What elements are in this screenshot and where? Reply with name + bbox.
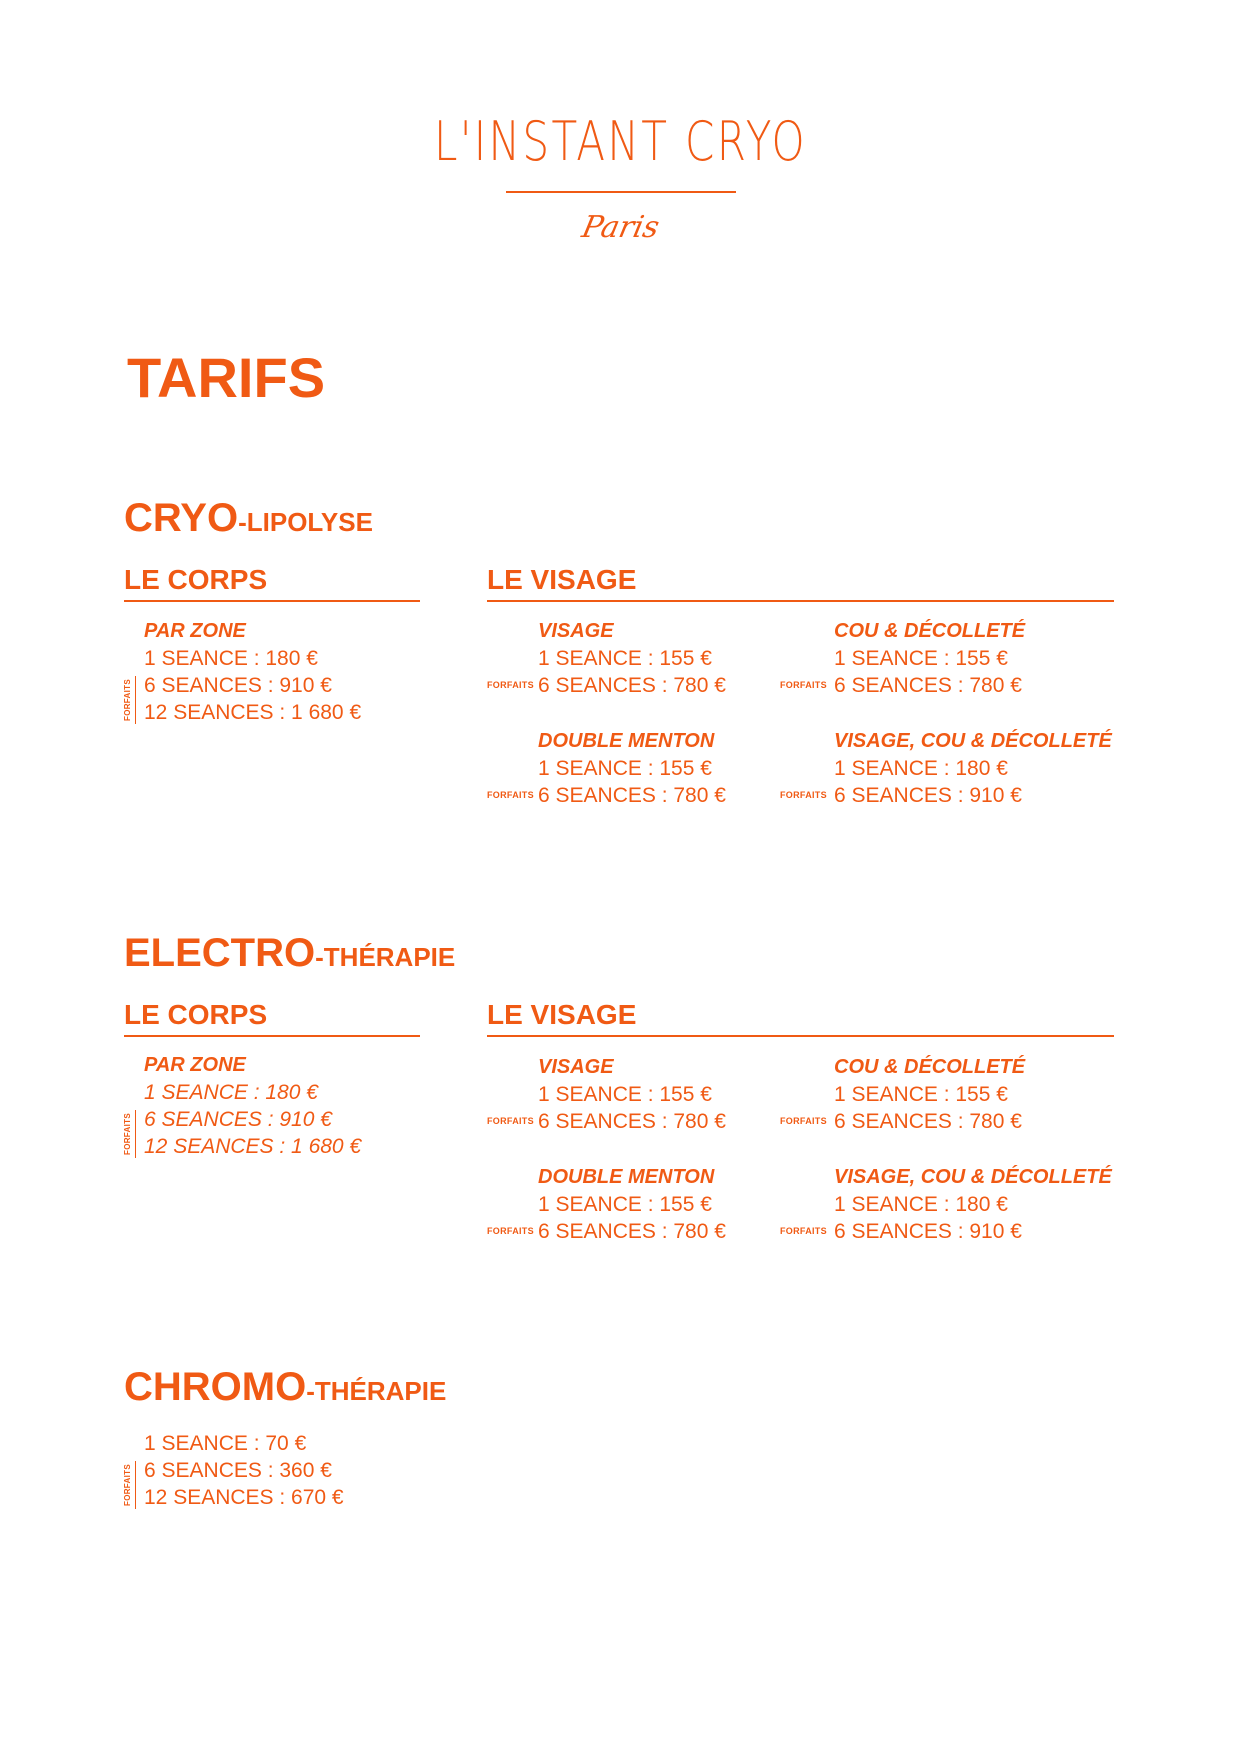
price-line: 6 SEANCES : 780 € <box>834 674 1022 697</box>
forfaits-label: FORFAITS <box>123 1464 132 1506</box>
forfaits-vertical-label <box>123 674 141 726</box>
item-title-visage-cou-decollete: VISAGE, COU & DÉCOLLETÉ <box>834 730 1112 752</box>
section-title-suffix: -THÉRAPIE <box>306 1376 447 1406</box>
item-title-double-menton: DOUBLE MENTON <box>538 1166 715 1188</box>
price-line: 6 SEANCES : 910 € <box>144 674 332 697</box>
price-line: 1 SEANCE : 180 € <box>144 647 318 670</box>
section-title-cryo <box>124 496 373 549</box>
section-title-suffix: -THÉRAPIE <box>315 942 456 972</box>
price-line: 6 SEANCES : 780 € <box>538 674 726 697</box>
forfaits-label: FORFAITS <box>780 790 827 800</box>
item-title-par-zone: PAR ZONE <box>144 1054 246 1076</box>
price-line: 1 SEANCE : 155 € <box>538 1083 712 1106</box>
price-line: 6 SEANCES : 780 € <box>538 1110 726 1133</box>
price-line: 1 SEANCE : 155 € <box>538 757 712 780</box>
forfaits-vertical-label <box>123 1459 141 1511</box>
price-line: 6 SEANCES : 910 € <box>834 784 1022 807</box>
column-title-corps: LE CORPS <box>124 564 268 595</box>
item-title-par-zone: PAR ZONE <box>144 620 246 642</box>
price-line: 6 SEANCES : 910 € <box>834 1220 1022 1243</box>
column-divider <box>487 1035 1114 1037</box>
item-title-visage: VISAGE <box>538 620 614 642</box>
price-line: 6 SEANCES : 780 € <box>538 1220 726 1243</box>
item-title-visage: VISAGE <box>538 1056 614 1078</box>
price-line: 1 SEANCE : 70 € <box>144 1432 307 1455</box>
section-title-chromo <box>124 1365 446 1418</box>
price-line: 6 SEANCES : 910 € <box>144 1108 332 1131</box>
forfaits-bar <box>135 1110 136 1158</box>
price-line: 1 SEANCE : 180 € <box>144 1081 318 1104</box>
section-title-electro <box>124 931 455 984</box>
forfaits-label: FORFAITS <box>780 1116 827 1126</box>
brand-logo-city: Paris <box>578 210 663 245</box>
forfaits-label: FORFAITS <box>123 679 132 721</box>
column-divider <box>124 1035 420 1037</box>
price-line: 12 SEANCES : 670 € <box>144 1486 344 1509</box>
forfaits-label: FORFAITS <box>487 1226 534 1236</box>
price-line: 1 SEANCE : 155 € <box>538 647 712 670</box>
price-line: 1 SEANCE : 155 € <box>538 1193 712 1216</box>
forfaits-label: FORFAITS <box>487 790 534 800</box>
forfaits-label: FORFAITS <box>487 680 534 690</box>
column-title-visage: LE VISAGE <box>487 564 637 595</box>
section-title-main: CRYO <box>124 496 239 540</box>
price-line: 12 SEANCES : 1 680 € <box>144 701 362 724</box>
section-title-main: CHROMO <box>124 1365 307 1409</box>
logo-divider <box>506 191 736 193</box>
forfaits-bar <box>135 676 136 724</box>
price-line: 6 SEANCES : 360 € <box>144 1459 332 1482</box>
price-line: 1 SEANCE : 155 € <box>834 1083 1008 1106</box>
forfaits-vertical-label <box>123 1108 141 1160</box>
price-line: 12 SEANCES : 1 680 € <box>144 1135 362 1158</box>
item-title-cou-decollete: COU & DÉCOLLETÉ <box>834 620 1026 642</box>
price-line: 6 SEANCES : 780 € <box>538 784 726 807</box>
column-title-corps: LE CORPS <box>124 999 268 1030</box>
forfaits-label: FORFAITS <box>780 680 827 690</box>
item-title-visage-cou-decollete: VISAGE, COU & DÉCOLLETÉ <box>834 1166 1112 1188</box>
forfaits-label: FORFAITS <box>487 1116 534 1126</box>
price-line: 1 SEANCE : 180 € <box>834 757 1008 780</box>
column-title-visage: LE VISAGE <box>487 999 637 1030</box>
price-line: 6 SEANCES : 780 € <box>834 1110 1022 1133</box>
page-title: TARIFS <box>127 346 326 409</box>
section-title-main: ELECTRO <box>124 931 316 975</box>
item-title-double-menton: DOUBLE MENTON <box>538 730 715 752</box>
section-title-suffix: -LIPOLYSE <box>238 507 373 537</box>
column-divider <box>487 600 1114 602</box>
forfaits-label: FORFAITS <box>123 1113 132 1155</box>
brand-logo-title: L'INSTANT CRYO <box>434 110 807 173</box>
column-divider <box>124 600 420 602</box>
item-title-cou-decollete: COU & DÉCOLLETÉ <box>834 1056 1026 1078</box>
price-line: 1 SEANCE : 155 € <box>834 647 1008 670</box>
price-line: 1 SEANCE : 180 € <box>834 1193 1008 1216</box>
forfaits-bar <box>135 1461 136 1509</box>
forfaits-label: FORFAITS <box>780 1226 827 1236</box>
